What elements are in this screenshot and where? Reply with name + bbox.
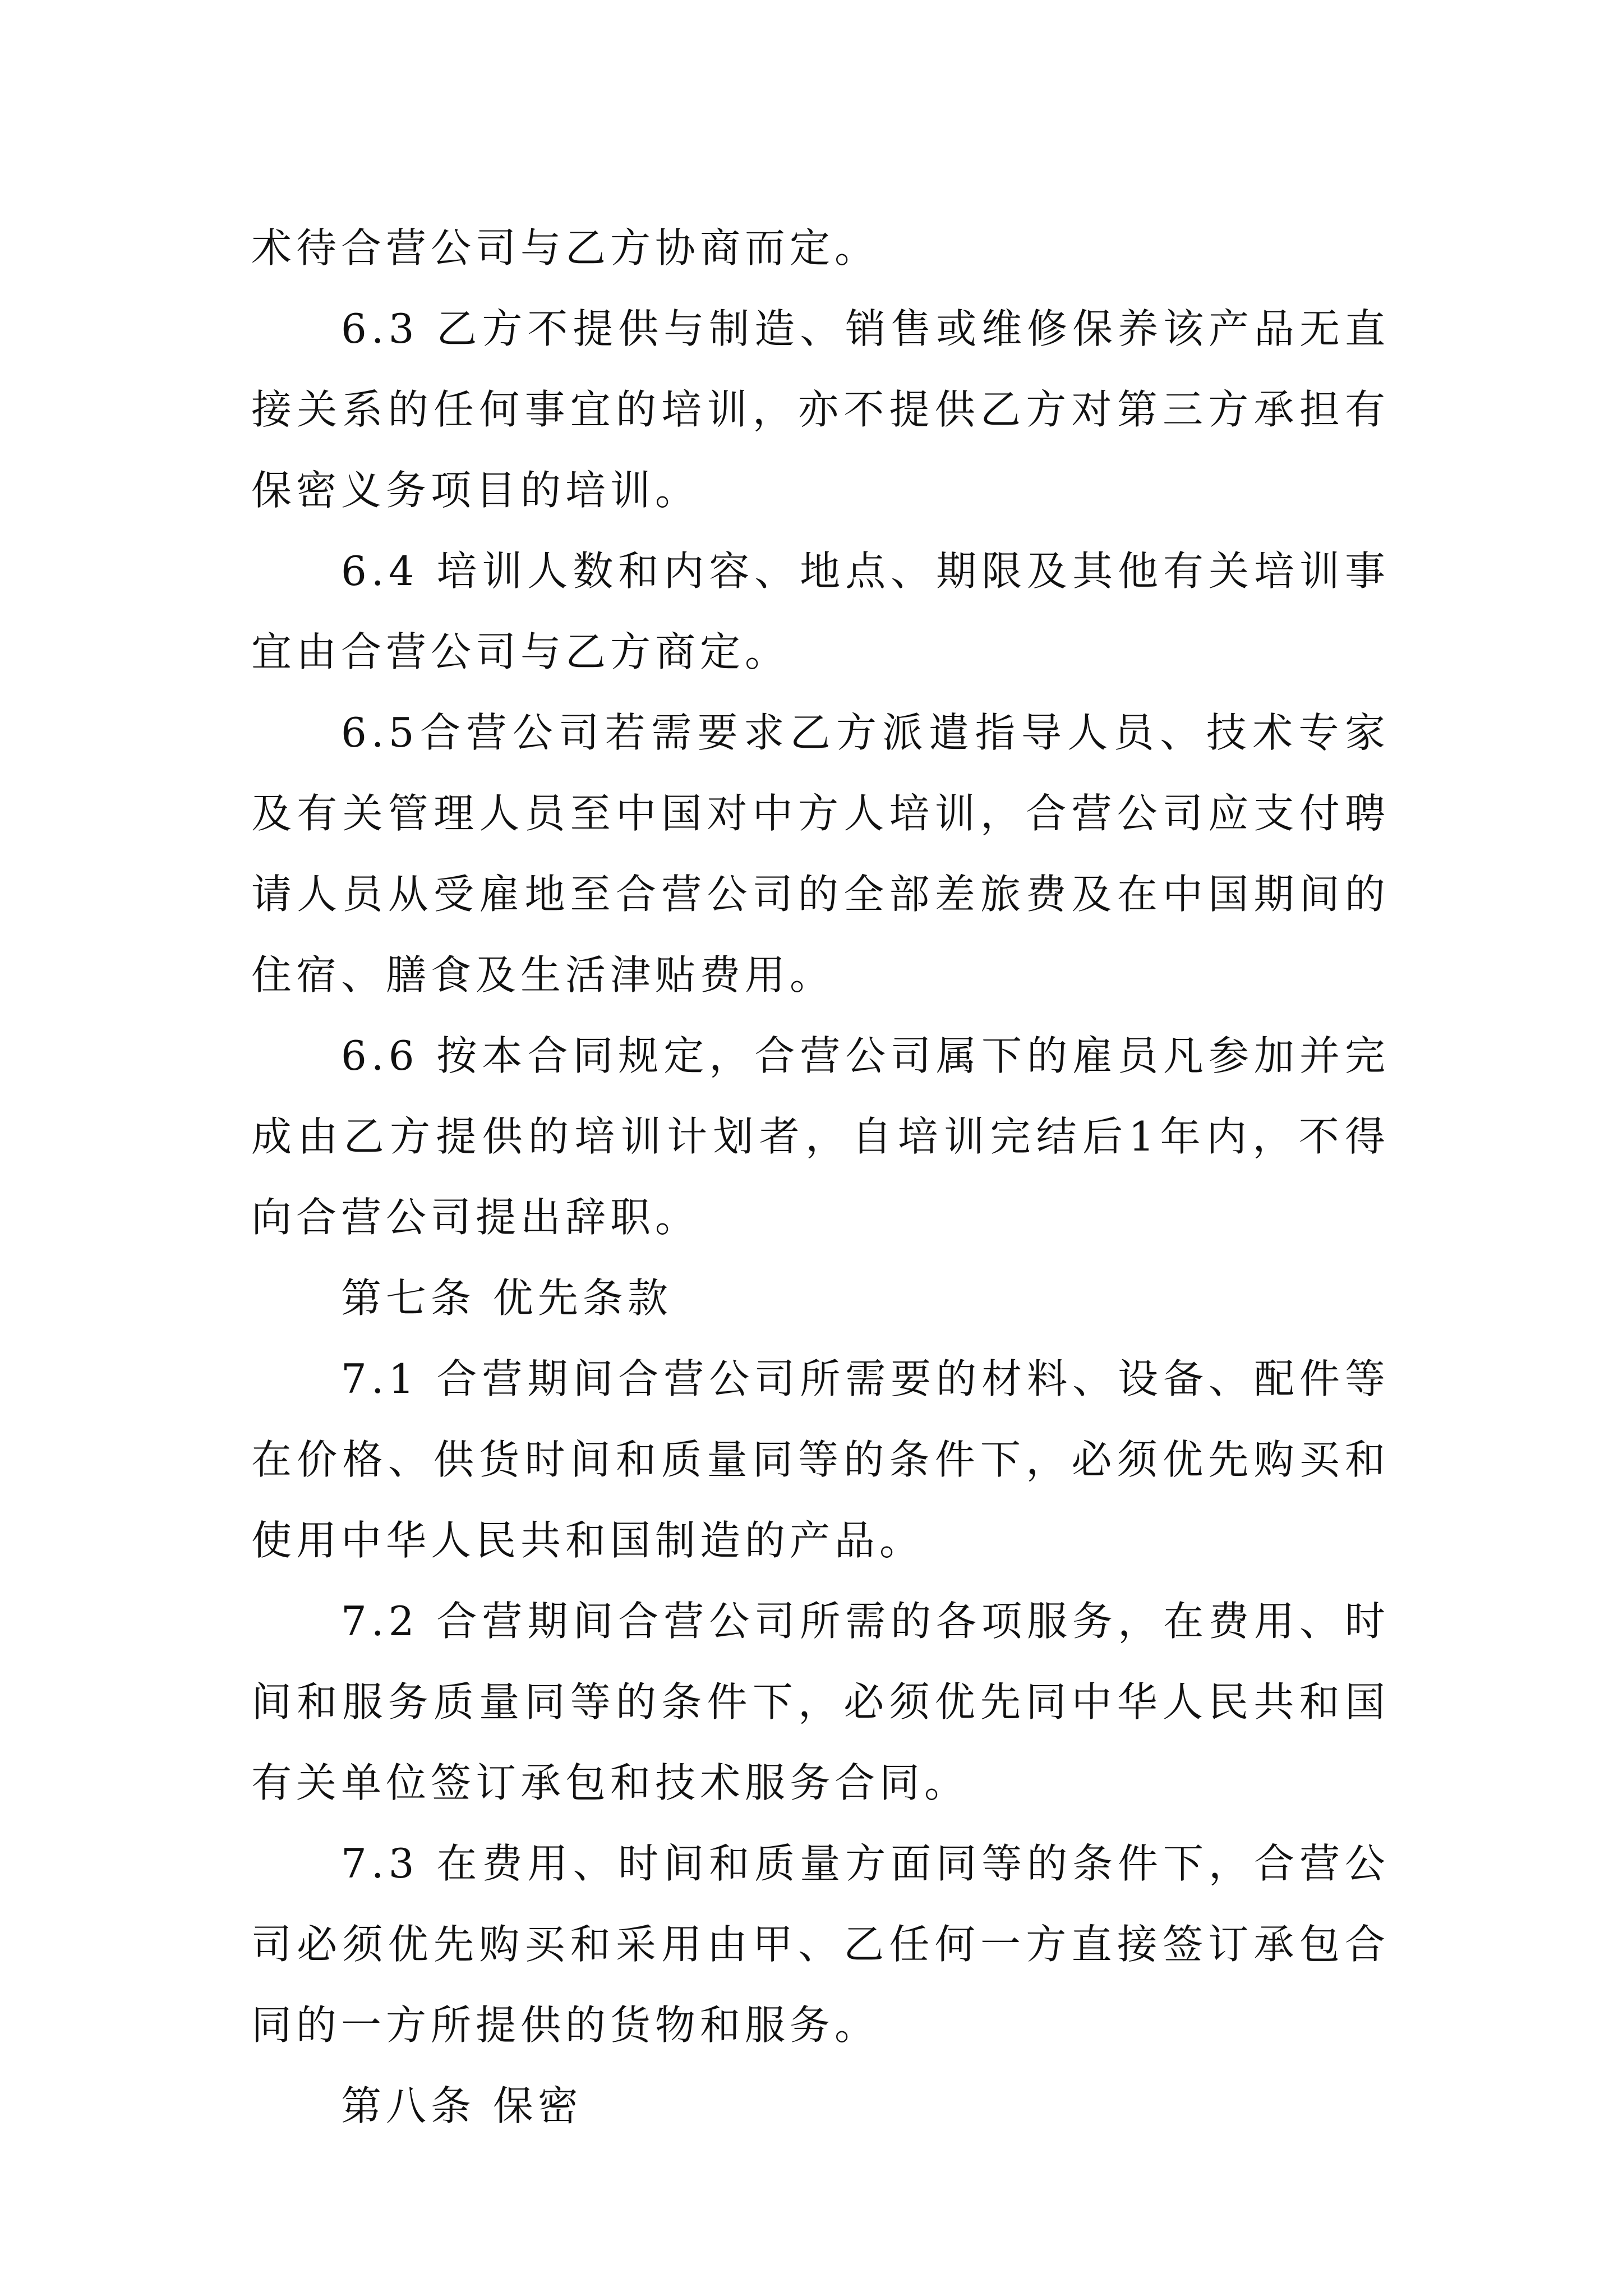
paragraph-6-3: 6.3 乙方不提供与制造、销售或维修保养该产品无直接关系的任何事宜的培训，亦不提供乙方对第三方承担有保密义务项目的培训。	[251, 305, 1390, 514]
paragraph-7-1: 7.1 合营期间合营公司所需要的材料、设备、配件等在价格、供货时间和质量同等的条件下，必须优先购买和使用中华人民共和国制造的产品。	[251, 1355, 1390, 1564]
section-heading-article-8: 第八条 保密	[341, 2082, 583, 2129]
paragraph-7-3: 7.3 在费用、时间和质量方面同等的条件下，合营公司必须优先购买和采用由甲、乙任何一方直接签订承包合同的一方所提供的货物和服务。	[251, 1840, 1390, 2049]
paragraph-6-4: 6.4 培训人数和内容、地点、期限及其他有关培训事宜由合营公司与乙方商定。	[251, 547, 1390, 675]
section-heading-article-7: 第七条 优先条款	[341, 1274, 672, 1322]
document-body	[251, 208, 1390, 2146]
paragraph-6-6: 6.6 按本合同规定，合营公司属下的雇员凡参加并完成由乙方提供的培训计划者，自培训完结后1年内，不得向合营公司提出辞职。	[251, 1032, 1390, 1241]
paragraph-7-2: 7.2 合营期间合营公司所需的各项服务，在费用、时间和服务质量同等的条件下，必须优先同中华人民共和国有关单位签订承包和技术服务合同。	[251, 1598, 1390, 1806]
paragraph-6-5: 6.5合营公司若需要求乙方派遣指导人员、技术专家及有关管理人员至中国对中方人培训，合营公司应支付聘请人员从受雇地至合营公司的全部差旅费及在中国期间的住宿、膳食及生活津贴费用。	[251, 709, 1390, 999]
paragraph-continuation: 术待合营公司与乙方协商而定。	[251, 224, 880, 272]
